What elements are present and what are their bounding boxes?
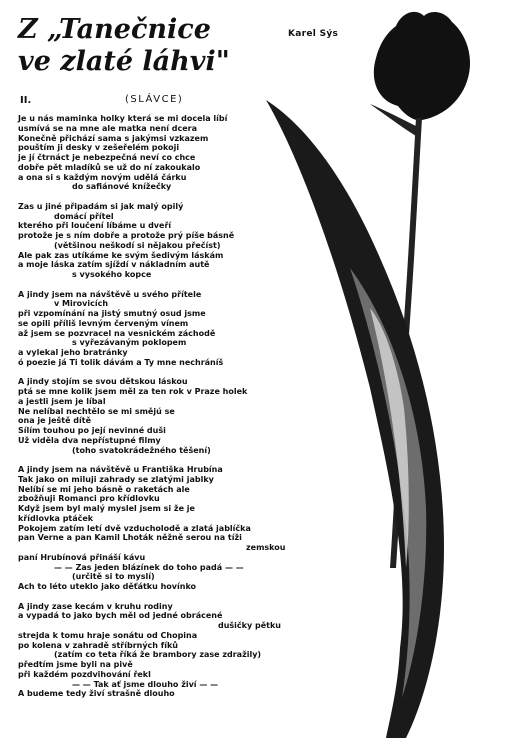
poem-line: strejda k tomu hraje sonátu od Chopina: [18, 630, 198, 640]
poem-line: A jindy jsem na návštěvě u Františka Hrubína: [18, 465, 223, 474]
poem-line: křídlovka ptáček: [18, 513, 94, 523]
poem-title: [18, 14, 230, 78]
poem-title-line-2: ve zlaté láhvi": [18, 46, 230, 77]
poem-line: Zas u jiné připadám si jak malý opilý: [18, 201, 184, 211]
poem-line: — — Zas jeden blázínek do toho padá — —: [54, 562, 244, 572]
poem-line: a vypadá to jako bych měl od jedné obrácené: [18, 611, 223, 621]
poem-line: do safiánové knížečky: [72, 182, 172, 192]
poem-line: (toho svatokrádežného těšení): [72, 445, 211, 455]
poem-line: domácí přítel: [54, 211, 114, 221]
poem-title-line-1: Z „Tanečnice: [18, 14, 211, 45]
poem-line: při každém pozdvihování řekl: [18, 669, 151, 679]
author-name: Karel Sýs: [288, 29, 339, 39]
poem-line: se opili příliš levným červeným vínem: [18, 318, 189, 328]
poem-line: s vyřezávaným poklopem: [72, 338, 187, 348]
poem-line: Ne nelíbal nechtělo se mi smějú se: [18, 406, 175, 416]
poem-line: A jindy stojím se svou dětskou láskou: [18, 377, 188, 387]
poem-line: je jí čtrnáct je nebezpečná neví co chce: [18, 153, 196, 162]
poem-line: zemskou: [246, 543, 286, 552]
poem-line: (určitě si to myslí): [72, 572, 155, 582]
poem-line: a jestli jsem je líbal: [18, 396, 106, 406]
poem-line: Nelíbí se mi jeho básně o raketách ale: [18, 484, 190, 494]
tulip-flower: [374, 12, 470, 120]
poem-line: a ona si s každým novým udělá čárku: [18, 172, 187, 182]
poem-line: v Mirovicích: [54, 299, 109, 309]
poem-line: A jindy zase kecám v kruhu rodiny: [18, 601, 173, 611]
poem-line: pan Verne a pan Kamil Lhoták něžně serou na tíži: [18, 533, 242, 543]
poem-line: ó poezie já Ti tolik dávám a Ty mne nechráníš: [18, 357, 224, 367]
poem-line: A budeme tedy živí strašně dlouho: [18, 689, 175, 699]
poem-line: usmívá se na mne ale matka není dcera: [18, 123, 198, 133]
tulip-illustration: [230, 8, 528, 743]
poem-line: zbožňuji Romanci pro křídlovku: [18, 494, 160, 504]
part-subtitle: (SLÁVCE): [125, 94, 184, 105]
poem-line: protože je s ním dobře a protože prý píše básně: [18, 231, 235, 240]
poem-line: Ach to léto uteklo jako děťátku hovínko: [18, 582, 197, 591]
poem-line: Ale pak zas utíkáme ke svým šedivým láskám: [18, 250, 224, 260]
poem-line: předtím jsme byli na pivě: [18, 660, 133, 669]
poem-line: (většinou neškodí si nějakou přečíst): [54, 240, 221, 250]
poem-line: Už viděla dva nepřístupné filmy: [18, 435, 161, 445]
poem-line: paní Hrubínová přináší kávu: [18, 552, 146, 562]
poem-line: Pokojem zatím letí dvě vzducholodě a zlatá jablíčka: [18, 523, 251, 533]
poem-line: — — Tak ať jsme dlouho živí — —: [72, 679, 219, 689]
poem-line: pouštím ji desky v zešeřelém pokoji: [18, 143, 180, 153]
poem-line: A jindy jsem na návštěvě u svého přítele: [18, 289, 202, 299]
poem-line: při vzpomínání na jistý smutný osud jsme: [18, 309, 206, 318]
poem-line: Sílím touhou po její nevinné duši: [18, 426, 166, 435]
poem-line: kterého při loučení líbáme u dveří: [18, 221, 172, 231]
part-number: II.: [20, 95, 32, 106]
poem-line: a moje láska zatím sjíždí v nákladním autě: [18, 260, 210, 270]
poem-line: Konečně přichází sama s jakýmsi vzkazem: [18, 133, 209, 143]
poem-line: ona je ještě dítě: [18, 416, 92, 426]
poem-line: Tak jako on miluji zahrady se zlatými jablky: [18, 474, 214, 484]
poem-line: dobře pět mladíků se už do ní zakoukalo: [18, 162, 201, 172]
poem-line: Je u nás maminka holky která se mi docela líbí: [18, 114, 228, 123]
poem-line: po kolena v zahradě stříbrných fíků: [18, 640, 179, 650]
poem-line: dušičky pětku: [218, 621, 281, 630]
poem-line: až jsem se pozvracel na vesnickém záchodě: [18, 328, 216, 338]
poem-line: (zatím co teta říká že brambory zase zdražily): [54, 650, 262, 660]
poem-line: a vylekal jeho bratránky: [18, 348, 128, 357]
poem-line: Když jsem byl malý myslel jsem si že je: [18, 504, 195, 513]
poem-line: ptá se mne kolik jsem měl za ten rok v Praze holek: [18, 387, 248, 396]
poem-line: s vysokého kopce: [72, 270, 152, 279]
